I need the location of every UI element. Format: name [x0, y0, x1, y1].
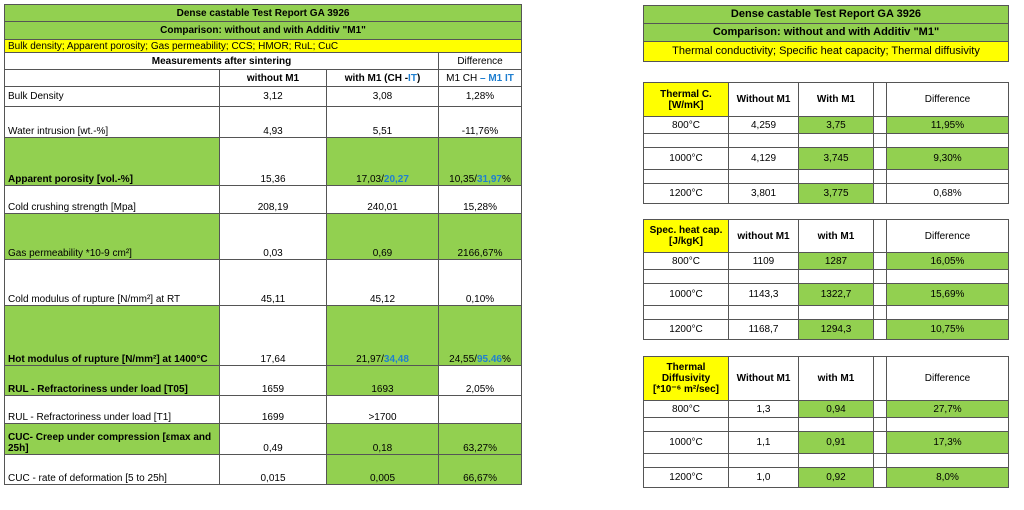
row-with: 21,97/34,48 [327, 306, 439, 366]
col-without-header: Without M1 [729, 83, 799, 117]
right-report-scope: Thermal conductivity; Specific heat capacity; Thermal diffusivity [644, 42, 1009, 62]
thermal-label: Thermal C. [W/mK] [644, 83, 729, 117]
row-without: 4,259 [729, 117, 799, 134]
row-label: Hot modulus of rupture [N/mm²] at 1400°C [5, 306, 220, 366]
table-row [5, 260, 522, 306]
row-with: 45,12 [327, 260, 439, 306]
row-with: 0,91 [799, 432, 874, 454]
row-without: 1,3 [729, 401, 799, 418]
row-diff: 24,55/95.46% [439, 306, 522, 366]
row-with: 0,69 [327, 214, 439, 260]
table-row [5, 366, 522, 396]
row-temp: 1000°C [644, 432, 729, 454]
row-with: 1322,7 [799, 284, 874, 306]
col-diff-header: Difference [887, 83, 1009, 117]
row-without: 17,64 [220, 306, 327, 366]
row-diff: 15,28% [439, 186, 522, 214]
right-report-header [643, 5, 1009, 62]
difference-header: Difference [439, 53, 522, 70]
row-diff: 10,35/31,97% [439, 138, 522, 186]
row-without: 1143,3 [729, 284, 799, 306]
row-without: 208,19 [220, 186, 327, 214]
row-label: CUC - rate of deformation [5 to 25h] [5, 455, 220, 485]
row-temp: 800°C [644, 253, 729, 270]
col-without-header: Without M1 [729, 357, 799, 401]
col-with-header: with M1 (CH -IT) [327, 70, 439, 87]
row-diff: 66,67% [439, 455, 522, 485]
row-with: 3,745 [799, 148, 874, 170]
row-label: Gas permeability *10-9 cm²] [5, 214, 220, 260]
row-diff: 11,95% [887, 117, 1009, 134]
row-without: 0,49 [220, 424, 327, 455]
spacer-cell [874, 148, 887, 170]
row-without: 4,129 [729, 148, 799, 170]
row-diff: -11,76% [439, 107, 522, 138]
diffusivity-label: Thermal Diffusivity [*10⁻⁶ m²/sec] [644, 357, 729, 401]
spacer-cell [874, 284, 887, 306]
row-temp: 1200°C [644, 320, 729, 340]
table-row [5, 424, 522, 455]
row-with: 0,18 [327, 424, 439, 455]
row-temp: 1000°C [644, 284, 729, 306]
spacer-cell [874, 220, 887, 253]
row-diff: 63,27% [439, 424, 522, 455]
row-diff: 15,69% [887, 284, 1009, 306]
table-row [5, 396, 522, 424]
table-row [5, 186, 522, 214]
row-diff: 9,30% [887, 148, 1009, 170]
col-with-header: With M1 [799, 83, 874, 117]
row-with: 240,01 [327, 186, 439, 214]
row-diff: 0,10% [439, 260, 522, 306]
row-without: 15,36 [220, 138, 327, 186]
table-row [644, 253, 1009, 270]
spacer-cell [874, 468, 887, 488]
row-temp: 800°C [644, 117, 729, 134]
header-blank [5, 70, 220, 87]
row-label: Bulk Density [5, 87, 220, 107]
report-scope: Bulk density; Apparent porosity; Gas permeability; CCS; HMOR; RuL; CuC [5, 40, 522, 53]
row-temp: 1200°C [644, 184, 729, 204]
table-row [5, 107, 522, 138]
row-diff: 10,75% [887, 320, 1009, 340]
col-with-header: with M1 [799, 357, 874, 401]
row-temp: 1000°C [644, 148, 729, 170]
main-report-table [4, 4, 522, 485]
row-diff: 1,28% [439, 87, 522, 107]
row-label: Cold crushing strength [Mpa] [5, 186, 220, 214]
table-row [644, 401, 1009, 418]
row-with: 5,51 [327, 107, 439, 138]
specific-label: Spec. heat cap. [J/kgK] [644, 220, 729, 253]
row-diff: 16,05% [887, 253, 1009, 270]
row-label: Water intrusion [wt.-%] [5, 107, 220, 138]
measurements-header: Measurements after sintering [5, 53, 439, 70]
row-with: 0,005 [327, 455, 439, 485]
spacer-cell [874, 184, 887, 204]
row-with: 3,75 [799, 117, 874, 134]
spacer-cell [874, 83, 887, 117]
row-without: 3,801 [729, 184, 799, 204]
spacer-cell [874, 320, 887, 340]
spacer-cell [874, 401, 887, 418]
row-label: CUC- Creep under compression [εmax and 25h] [5, 424, 220, 455]
table-row [5, 214, 522, 260]
thermal-diffusivity-table [643, 356, 1009, 488]
table-row [5, 138, 522, 186]
col-diff-header: Difference [887, 220, 1009, 253]
col-without-header: without M1 [220, 70, 327, 87]
row-with: 1287 [799, 253, 874, 270]
spacer-cell [874, 253, 887, 270]
row-without: 3,12 [220, 87, 327, 107]
col-diff-header: M1 CH – M1 IT [439, 70, 522, 87]
row-diff: 0,68% [887, 184, 1009, 204]
row-diff: 2,05% [439, 366, 522, 396]
table-row [644, 468, 1009, 488]
specific-heat-table [643, 219, 1009, 340]
spacer-cell [874, 432, 887, 454]
row-label: Cold modulus of rupture [N/mm²] at RT [5, 260, 220, 306]
row-temp: 1200°C [644, 468, 729, 488]
row-with: 3,775 [799, 184, 874, 204]
row-label: RUL - Refractoriness under load [T1] [5, 396, 220, 424]
row-with: 1693 [327, 366, 439, 396]
col-with-header: with M1 [799, 220, 874, 253]
row-with: 0,94 [799, 401, 874, 418]
col-diff-header: Difference [887, 357, 1009, 401]
table-row [644, 184, 1009, 204]
right-report-title: Dense castable Test Report GA 3926 [644, 6, 1009, 24]
row-diff: 17,3% [887, 432, 1009, 454]
row-with: 1294,3 [799, 320, 874, 340]
row-diff [439, 396, 522, 424]
row-without: 0,03 [220, 214, 327, 260]
row-without: 1659 [220, 366, 327, 396]
table-row [5, 306, 522, 366]
row-without: 1,0 [729, 468, 799, 488]
row-label: RUL - Refractoriness under load [T05] [5, 366, 220, 396]
row-without: 45,11 [220, 260, 327, 306]
table-row [5, 455, 522, 485]
row-temp: 800°C [644, 401, 729, 418]
table-row [644, 432, 1009, 454]
row-with: 0,92 [799, 468, 874, 488]
spacer-cell [874, 117, 887, 134]
row-diff: 8,0% [887, 468, 1009, 488]
table-row [5, 87, 522, 107]
right-report-subtitle: Comparison: without and with Additiv "M1" [644, 24, 1009, 42]
row-label: Apparent porosity [vol.-%] [5, 138, 220, 186]
table-row [644, 117, 1009, 134]
spacer-cell [874, 357, 887, 401]
report-title: Dense castable Test Report GA 3926 [5, 5, 522, 22]
row-without: 0,015 [220, 455, 327, 485]
row-diff: 27,7% [887, 401, 1009, 418]
row-without: 4,93 [220, 107, 327, 138]
table-row [644, 148, 1009, 170]
row-without: 1,1 [729, 432, 799, 454]
row-with: 3,08 [327, 87, 439, 107]
row-with: >1700 [327, 396, 439, 424]
table-row [644, 320, 1009, 340]
thermal-conductivity-table [643, 82, 1009, 204]
row-without: 1168,7 [729, 320, 799, 340]
report-subtitle: Comparison: without and with Additiv "M1" [5, 22, 522, 40]
row-without: 1699 [220, 396, 327, 424]
row-diff: 2166,67% [439, 214, 522, 260]
row-without: 1109 [729, 253, 799, 270]
col-without-header: without M1 [729, 220, 799, 253]
table-row [644, 284, 1009, 306]
row-with: 17,03/20,27 [327, 138, 439, 186]
